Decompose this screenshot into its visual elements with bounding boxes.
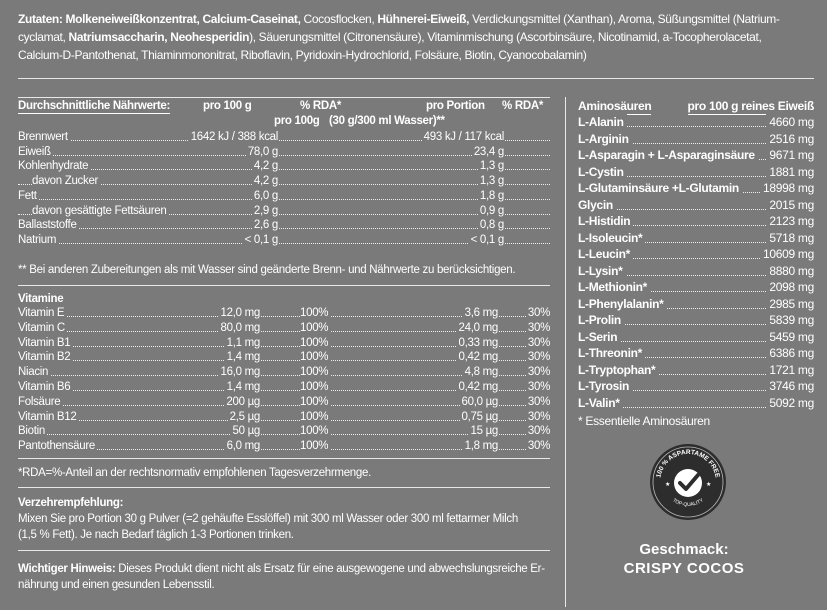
amino-value: 9671 mg <box>766 147 814 163</box>
amino-note-text: * Essentielle Aminosäuren <box>578 414 710 428</box>
divider <box>18 285 550 286</box>
vitamin-portion: 0,42 mg <box>458 351 498 364</box>
amino-name: L-Lysin* <box>578 263 626 279</box>
amino-value: 2015 mg <box>766 197 814 213</box>
vitamin-row <box>18 395 550 409</box>
vitamin-per100: 16,0 mg <box>220 366 260 379</box>
amino-row <box>578 312 814 328</box>
amino-note <box>578 413 814 429</box>
vitamin-per100: 1,4 mg <box>226 381 260 393</box>
nutrition-row <box>18 218 550 232</box>
amino-row <box>578 147 814 163</box>
amino-value: 3746 mg <box>766 378 814 394</box>
taste-block <box>610 540 758 578</box>
divider <box>18 550 550 551</box>
ingredients-text <box>18 10 798 64</box>
vitamin-row <box>18 424 550 438</box>
vitamin-rda100: 100% <box>300 440 329 453</box>
nutrient-portion: 493 kJ / 117 kcal <box>423 131 504 143</box>
ingredient-part: Cocosflocken, <box>300 12 378 26</box>
amino-value: 5718 mg <box>766 230 814 246</box>
amino-row <box>578 362 814 378</box>
vitamin-name: Biotin <box>18 425 45 438</box>
amino-name: L-Isoleucin* <box>578 230 645 246</box>
vitamin-rda100: 100% <box>300 321 329 334</box>
header-per100: pro 100 g <box>203 100 252 112</box>
nutrition-header <box>18 99 550 113</box>
vitamin-per100: 1,1 mg <box>226 336 260 349</box>
warning-text-1: Dieses Produkt dient nicht als Ersatz für eine ausgewogene und abwechslungsreiche Er- <box>115 563 545 575</box>
header-rda-portion: % RDA* <box>502 100 544 112</box>
amino-row <box>578 263 814 279</box>
amino-value: 10609 mg <box>760 246 814 262</box>
amino-name: Glycin <box>578 197 616 213</box>
amino-row <box>578 197 814 213</box>
amino-name: L-Leucin* <box>578 246 633 262</box>
vitamin-name: Niacin <box>18 366 49 379</box>
amino-value: 2098 mg <box>766 279 814 295</box>
nutrient-name: Eiweiß <box>18 145 51 158</box>
vitamin-rda-portion: 30% <box>527 307 550 319</box>
vitamin-portion: 0,42 mg <box>458 381 498 393</box>
vitamin-rda100: 100% <box>300 336 329 349</box>
vitamin-rda100: 100% <box>300 307 329 319</box>
amino-name: L-Phenylalanin* <box>578 296 667 312</box>
nutrient-per100: 4,2 g <box>253 160 278 173</box>
vitamin-rda-portion: 30% <box>527 440 550 453</box>
nutrition-row <box>18 145 550 159</box>
nutrition-footnote: ** Bei anderen Zubereitungen als mit Wasser sind geänderte Brenn- und Nährwerte zu berücksichtigen. <box>18 264 516 276</box>
amino-value: 8880 mg <box>766 263 814 279</box>
amino-unit: pro 100 g reines Eiweiß <box>687 99 814 113</box>
dot-leader <box>18 169 550 170</box>
amino-value: 18998 mg <box>760 180 814 196</box>
vitamin-rda-portion: 30% <box>527 351 550 364</box>
vitamin-per100: 200 µg <box>226 395 260 408</box>
ingredient-part: ), Säuerungsmittel (Citronensäure), Vitaminmischung (Ascorbinsäure, Nicotinamid, a-Tocopherolacetat, Calcium-D-Pantothenat, Thiaminmononitrat, Riboflavin, Pyridoxin-Hydrochlorid, Folsäure, Biotin, Cyanocobalamin) <box>18 30 762 62</box>
nutrition-row <box>18 204 550 218</box>
amino-name: L-Valin* <box>578 395 623 411</box>
amino-name: L-Histidin <box>578 213 633 229</box>
aspartame-free-badge <box>648 442 728 522</box>
header-rda: % RDA* <box>300 100 342 112</box>
vitamin-rda-portion: 30% <box>527 410 550 423</box>
warning-label: Wichtiger Hinweis: <box>18 563 116 575</box>
nutrient-per100: 2,9 g <box>253 204 278 217</box>
vitamin-rda100: 100% <box>300 351 329 364</box>
dot-leader <box>18 155 550 156</box>
vitamin-portion: 24,0 mg <box>458 321 498 334</box>
warning-line-1 <box>18 563 545 575</box>
vitamin-row <box>18 380 550 394</box>
nutrient-per100: 1642 kJ / 388 kcal <box>190 131 278 143</box>
vitamin-row <box>18 306 550 320</box>
amino-row <box>578 164 814 180</box>
amino-row <box>578 279 814 295</box>
vitamin-per100: 80,0 mg <box>220 321 260 334</box>
amino-row <box>578 114 814 130</box>
rda-note: *RDA=%-Anteil an der rechtsnormativ empfohlenen Tagesverzehrmenge. <box>18 467 371 479</box>
column-divider <box>565 97 566 607</box>
amino-row <box>578 230 814 246</box>
vitamin-row <box>18 350 550 364</box>
vitamin-row <box>18 321 550 335</box>
vitamin-per100: 6,0 mg <box>226 440 260 453</box>
nutrient-portion: 0,8 g <box>479 219 504 232</box>
nutrient-portion: 1,8 g <box>479 189 504 202</box>
vitamin-portion: 0,33 mg <box>458 336 498 349</box>
vitamin-row <box>18 336 550 350</box>
divider <box>18 97 550 98</box>
amino-header <box>578 98 814 114</box>
amino-title: Aminosäuren <box>578 99 652 113</box>
amino-name: L-Cystin <box>578 164 627 180</box>
amino-row <box>578 213 814 229</box>
vitamin-rda100: 100% <box>300 410 329 423</box>
vitamin-name: Pantothensäure <box>18 440 96 453</box>
vitamin-rda-portion: 30% <box>527 395 550 408</box>
vitamin-portion: 4,8 mg <box>464 366 498 379</box>
nutrient-per100: 2,6 g <box>253 219 278 232</box>
amino-row <box>578 329 814 345</box>
amino-value: 1721 mg <box>766 362 814 378</box>
divider <box>18 78 814 79</box>
ingredient-part: Verdickungsmittel (Xanthan), Aroma, Süßungsmittel (Natrium-cyclamat, <box>18 12 780 44</box>
vitamin-portion: 60,0 µg <box>461 395 498 408</box>
vitamin-rda-portion: 30% <box>527 425 550 438</box>
nutrient-per100: 4,2 g <box>253 175 278 188</box>
nutrition-row <box>18 159 550 173</box>
vitamin-rda100: 100% <box>300 366 329 379</box>
taste-label: Geschmack: <box>639 541 729 558</box>
ingredient-part: Natriumsaccharin, Neohesperidin <box>68 30 250 44</box>
vitamin-rda-portion: 30% <box>527 366 550 379</box>
usage-title: Verzehrempfehlung: <box>18 497 124 509</box>
usage-line-1: Mixen Sie pro Portion 30 g Pulver (=2 gehäufte Esslöffel) mit 300 ml Wasser oder 300 ml fettarmer Milch <box>18 513 518 525</box>
vitamin-rda-portion: 30% <box>527 336 550 349</box>
nutrient-per100: 6,0 g <box>253 189 278 202</box>
ingredients-label: Zutaten: <box>18 12 63 26</box>
vitamins-header <box>18 292 550 306</box>
nutrient-portion: 1,3 g <box>479 175 504 188</box>
nutrition-row <box>18 189 550 203</box>
amino-value: 2985 mg <box>766 296 814 312</box>
amino-row <box>578 180 814 196</box>
amino-value: 5839 mg <box>766 312 814 328</box>
vitamin-portion: 15 µg <box>470 425 498 438</box>
vitamin-name: Folsäure <box>18 395 61 408</box>
vitamin-row <box>18 439 550 453</box>
usage-line-2: (1,5 % Fett). Je nach Bedarf täglich 1-3 Portionen trinken. <box>18 529 294 541</box>
amino-name: L-Tryptophan* <box>578 362 658 378</box>
amino-value: 6386 mg <box>766 345 814 361</box>
ingredient-part: Molkeneiweißkonzentrat, Calcium-Caseinat, <box>65 12 301 26</box>
ingredients-list <box>18 12 780 62</box>
amino-name: L-Serin <box>578 329 620 345</box>
nutrient-name: Natrium <box>18 233 57 246</box>
header-portion: pro Portion <box>426 100 485 112</box>
vitamin-rda100: 100% <box>300 395 329 408</box>
divider <box>18 487 550 488</box>
vitamin-portion: 1,8 mg <box>464 440 498 453</box>
amino-row <box>578 378 814 394</box>
nutrient-name: davon gesättigte Fettsäuren <box>32 204 167 217</box>
dot-leader <box>18 199 550 200</box>
nutrition-row <box>18 174 550 188</box>
vitamin-name: Vitamin B1 <box>18 336 71 349</box>
nutrient-name: davon Zucker <box>32 175 99 188</box>
amino-value: 5459 mg <box>766 329 814 345</box>
divider <box>18 458 550 459</box>
vitamin-row <box>18 410 550 424</box>
amino-value: 2123 mg <box>766 213 814 229</box>
amino-name: L-Threonin* <box>578 345 645 361</box>
nutrition-row <box>18 130 550 144</box>
nutrient-portion: 1,3 g <box>479 160 504 173</box>
nutrition-row <box>18 233 550 247</box>
amino-row <box>578 131 814 147</box>
amino-name: L-Glutaminsäure +L-Glutamin <box>578 180 742 196</box>
vitamin-per100: 2,5 µg <box>229 410 260 423</box>
nutrient-portion: 23,4 g <box>473 145 504 158</box>
subheader-per100: pro 100g <box>274 115 320 127</box>
vitamin-name: Vitamin B2 <box>18 351 71 364</box>
amino-name: L-Alanin <box>578 114 627 130</box>
vitamin-portion: 0,75 µg <box>461 410 498 423</box>
taste-value: CRISPY COCOS <box>623 560 745 577</box>
vitamins-title: Vitamine <box>18 293 64 305</box>
vitamin-per100: 50 µg <box>232 425 260 438</box>
amino-value: 4660 mg <box>766 114 814 130</box>
vitamin-per100: 1,4 mg <box>226 351 260 364</box>
star-icon: ★ <box>706 482 712 488</box>
amino-name: L-Methionin* <box>578 279 650 295</box>
nutrient-portion: < 0,1 g <box>470 233 504 246</box>
nutrient-per100: < 0,1 g <box>244 233 278 246</box>
nutrition-title: Durchschnittliche Nährwerte: <box>18 100 170 112</box>
vitamin-per100: 12,0 mg <box>220 307 260 319</box>
nutrient-name: Ballaststoffe <box>18 219 77 232</box>
badge-text-top: 100 % ASPARTAME FREE <box>655 448 721 479</box>
vitamin-rda100: 100% <box>300 425 329 438</box>
nutrition-subheader <box>18 114 550 128</box>
nutrient-name: Fett <box>18 189 37 202</box>
vitamin-rda100: 100% <box>300 381 329 393</box>
amino-name: L-Asparagin + L-Asparaginsäure <box>578 147 758 163</box>
vitamin-rda-portion: 30% <box>527 381 550 393</box>
vitamin-name: Vitamin B6 <box>18 381 71 393</box>
amino-value: 2516 mg <box>766 131 814 147</box>
amino-name: L-Tyrosin <box>578 378 632 394</box>
amino-row <box>578 246 814 262</box>
vitamin-name: Vitamin E <box>18 307 65 319</box>
vitamin-rda-portion: 30% <box>527 321 550 334</box>
vitamin-row <box>18 365 550 379</box>
subheader-portion: (30 g/300 ml Wasser)** <box>329 115 445 127</box>
amino-row <box>578 296 814 312</box>
vitamin-name: Vitamin C <box>18 321 65 334</box>
amino-row <box>578 395 814 411</box>
vitamin-portion: 3,6 mg <box>464 307 498 319</box>
star-icon: ★ <box>665 482 671 488</box>
badge-text-bottom: TOP-QUALITY <box>671 497 705 509</box>
amino-row <box>578 345 814 361</box>
ingredient-part: Hühnerei-Eiweiß, <box>377 12 470 26</box>
nutrient-name: Brennwert <box>18 131 68 143</box>
amino-value: 5092 mg <box>766 395 814 411</box>
nutrient-portion: 0,9 g <box>479 204 504 217</box>
amino-name: L-Prolin <box>578 312 624 328</box>
vitamin-name: Vitamin B12 <box>18 410 77 423</box>
nutrient-per100: 78,0 g <box>247 145 278 158</box>
warning-line-2: nährung und einen gesunden Lebensstil. <box>18 579 215 591</box>
dot-leader <box>18 228 550 229</box>
nutrient-name: Kohlenhydrate <box>18 160 89 173</box>
amino-value: 1881 mg <box>766 164 814 180</box>
amino-name: L-Arginin <box>578 131 632 147</box>
